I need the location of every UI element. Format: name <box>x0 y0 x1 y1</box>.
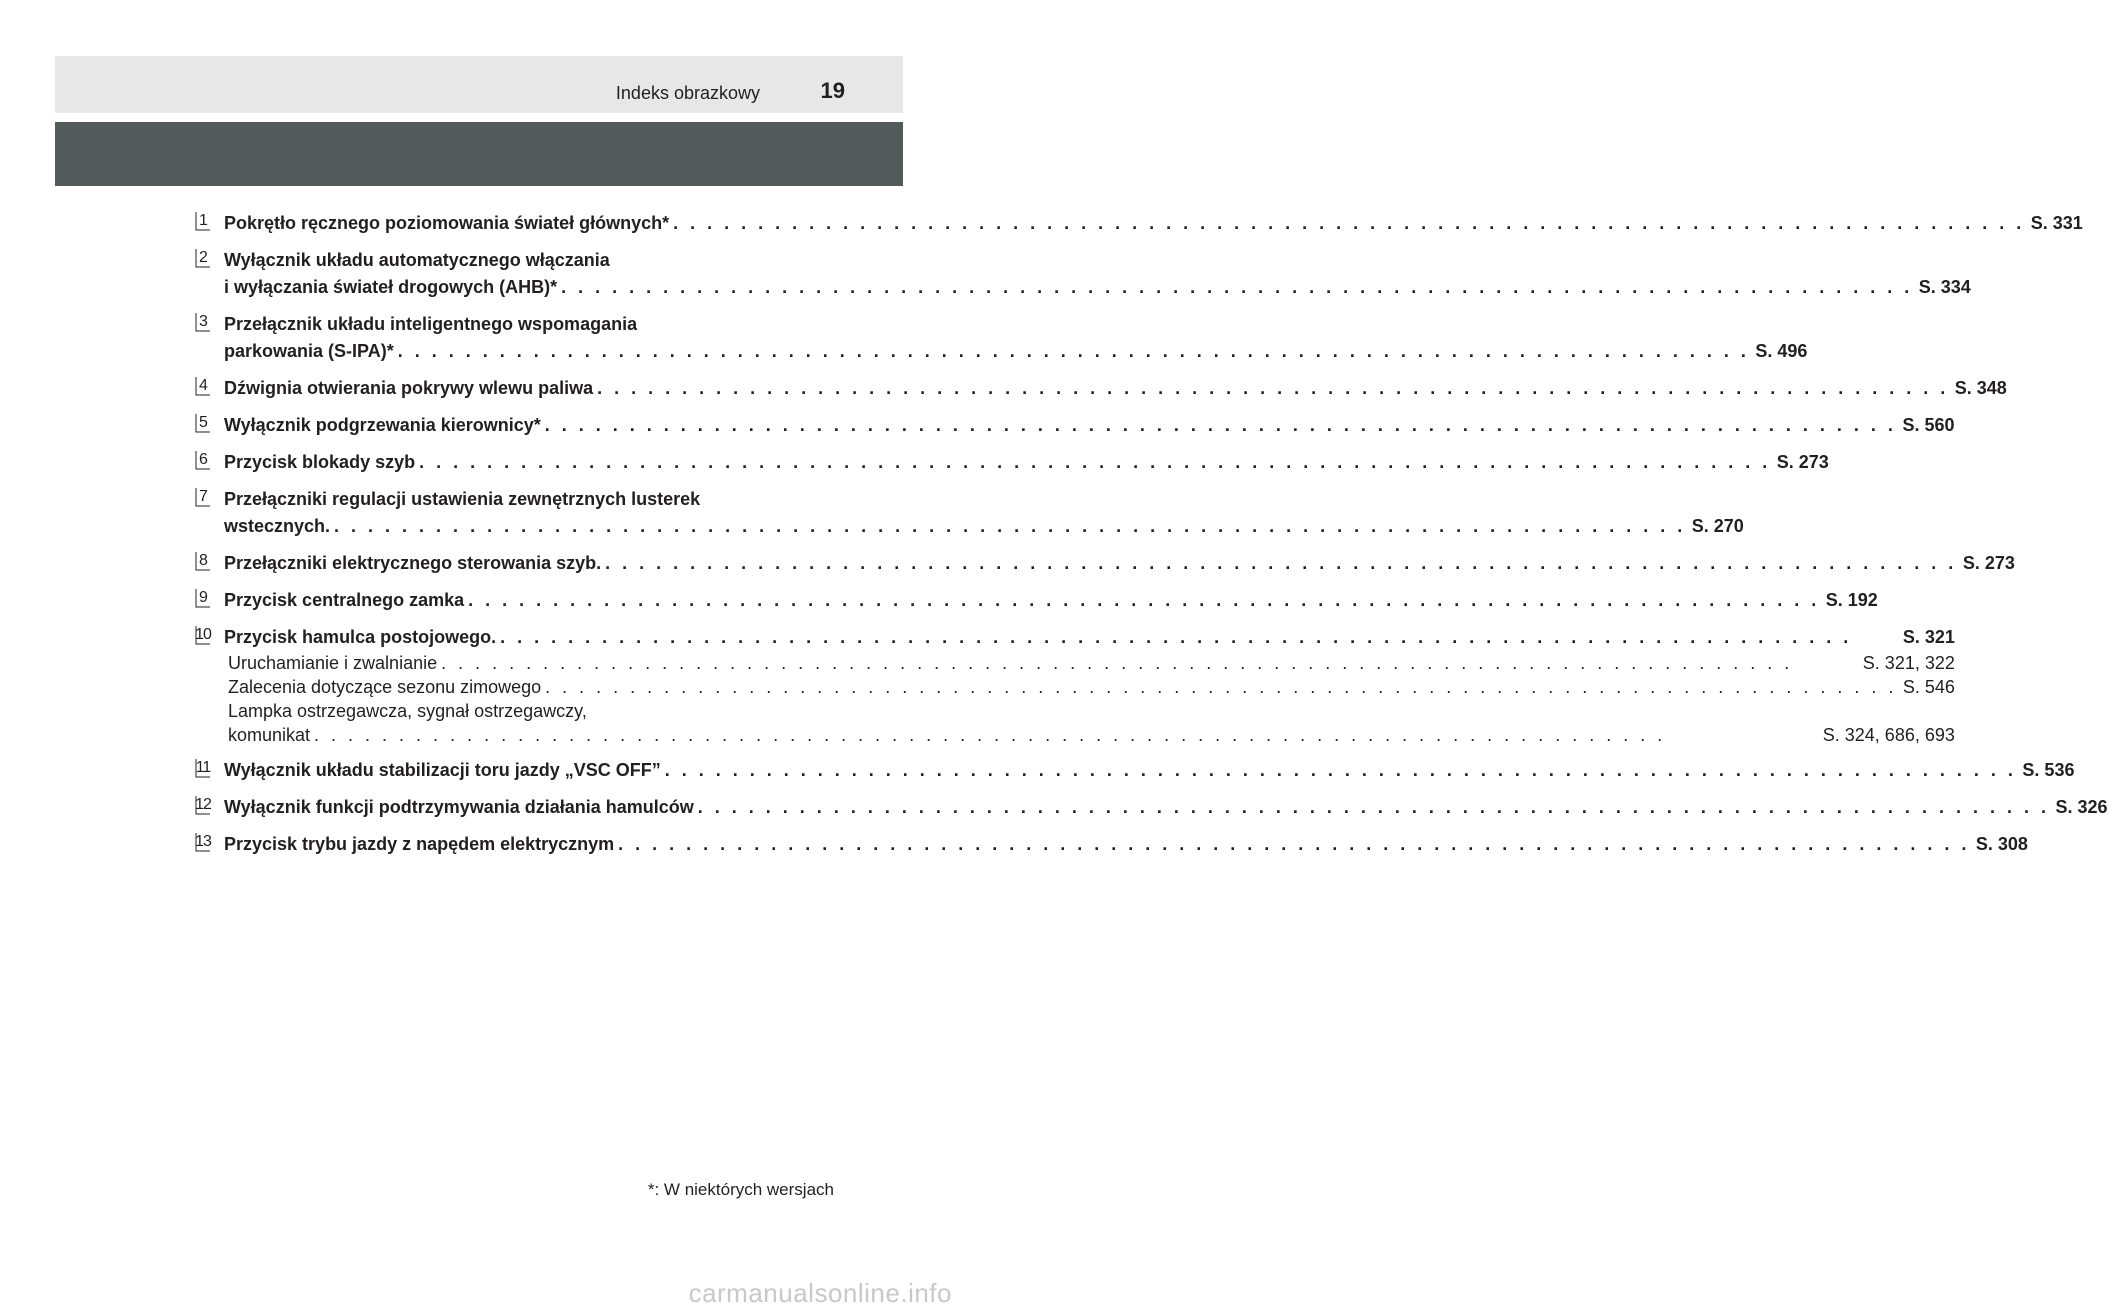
entry-number: 3 <box>199 313 207 330</box>
dot-leader <box>419 449 1771 476</box>
entry-number: 10 <box>195 626 211 643</box>
dot-leader <box>468 587 1820 614</box>
dot-leader <box>665 757 2017 784</box>
subentry-title: komunikat <box>228 725 311 745</box>
footnote: *: W niektórych wersjach <box>647 1180 834 1199</box>
entry-number: 5 <box>199 414 207 431</box>
subentry-page-reference: S. 546 <box>1902 677 1955 697</box>
page-reference: S. 192 <box>1825 590 1878 610</box>
index-entry <box>195 247 1971 301</box>
index-list <box>195 210 2108 868</box>
dot-leader <box>698 794 2050 821</box>
dot-leader <box>561 274 1913 301</box>
entry-title: wstecznych. <box>224 516 331 536</box>
entry-title: Przycisk centralnego zamka <box>224 590 465 610</box>
entry-number-marker <box>195 758 211 778</box>
page-reference: S. 321 <box>1902 627 1955 647</box>
dot-leader <box>605 550 1957 577</box>
page-reference: S. 273 <box>1776 452 1829 472</box>
page-reference: S. 308 <box>1975 834 2028 854</box>
entry-title: Przycisk trybu jazdy z napędem elektrycznym <box>224 834 615 854</box>
entry-title: Przełącznik układu inteligentnego wspomagania <box>224 314 638 334</box>
dot-leader <box>314 723 1817 747</box>
page-reference: S. 270 <box>1691 516 1744 536</box>
dot-leader <box>597 375 1949 402</box>
entry-number-marker <box>195 551 211 571</box>
index-entry <box>195 550 2015 577</box>
entry-number-marker <box>195 487 211 507</box>
header-banner <box>55 122 903 186</box>
entry-title: Wyłącznik podgrzewania kierownicy* <box>224 415 541 435</box>
dot-leader <box>673 210 2025 237</box>
index-entry <box>195 831 2028 858</box>
entry-number-marker <box>195 832 211 852</box>
entry-number: 11 <box>195 759 211 776</box>
entry-number-marker <box>195 588 211 608</box>
page-reference: S. 560 <box>1902 415 1955 435</box>
entry-number-marker <box>195 376 211 396</box>
page-header <box>55 56 903 113</box>
dot-leader <box>618 831 1970 858</box>
page-reference: S. 331 <box>2030 213 2083 233</box>
page-reference: S. 326 <box>2055 797 2108 817</box>
entry-title: Wyłącznik układu stabilizacji toru jazdy „VSC OFF” <box>224 760 661 780</box>
entry-number-marker <box>195 413 211 433</box>
index-entry <box>195 757 2075 784</box>
index-entry <box>195 449 1829 476</box>
entry-number: 6 <box>199 451 207 468</box>
entry-title: Przełączniki elektrycznego sterowania szyb. <box>224 553 602 573</box>
dot-leader <box>441 651 1857 675</box>
entry-title: parkowania (S-IPA)* <box>224 341 394 361</box>
entry-title: Dźwignia otwierania pokrywy wlewu paliwa <box>224 378 594 398</box>
dot-leader <box>398 338 1750 365</box>
subentry-title: Uruchamianie i zwalnianie <box>228 653 438 673</box>
page-reference: S. 348 <box>1954 378 2007 398</box>
subentry-title: Lampka ostrzegawcza, sygnał ostrzegawczy, <box>228 701 587 721</box>
entry-number: 7 <box>199 488 207 505</box>
entry-number-marker <box>195 312 211 332</box>
entry-number-marker <box>195 625 211 645</box>
entry-number-marker <box>195 211 211 231</box>
page-reference: S. 273 <box>1962 553 2015 573</box>
page-number: 19 <box>820 78 845 103</box>
index-entry <box>195 412 1955 439</box>
page-reference: S. 536 <box>2022 760 2075 780</box>
entry-number: 4 <box>199 377 207 394</box>
dot-leader <box>545 675 1897 699</box>
entry-title: Pokrętło ręcznego poziomowania świateł głównych* <box>224 213 670 233</box>
index-entry <box>195 375 2007 402</box>
entry-title: Wyłącznik układu automatycznego włączania <box>224 250 610 270</box>
entry-title: Przycisk blokady szyb <box>224 452 416 472</box>
entry-number-marker <box>195 450 211 470</box>
entry-title: Przełączniki regulacji ustawienia zewnętrznych lusterek <box>224 489 701 509</box>
entry-title: Wyłącznik funkcji podtrzymywania działania hamulców <box>224 797 694 817</box>
index-entry <box>195 486 1744 540</box>
subentry-page-reference: S. 324, 686, 693 <box>1822 725 1955 745</box>
dot-leader <box>500 624 1897 651</box>
entry-number: 2 <box>199 249 207 266</box>
dot-leader <box>334 513 1686 540</box>
index-entry <box>195 624 1955 747</box>
entry-number-marker <box>195 248 211 268</box>
dot-leader <box>545 412 1897 439</box>
subentry-title: Zalecenia dotyczące sezonu zimowego <box>228 677 542 697</box>
entry-number-marker <box>195 795 211 815</box>
entry-title: Przycisk hamulca postojowego. <box>224 627 497 647</box>
watermark: carmanualsonline.info <box>688 1278 952 1308</box>
index-entry <box>195 210 2083 237</box>
section-title: Indeks obrazkowy <box>615 83 760 103</box>
index-entry <box>195 794 2108 821</box>
entry-number: 8 <box>199 552 207 569</box>
entry-number: 1 <box>199 212 207 229</box>
entry-number: 9 <box>199 589 207 606</box>
entry-number: 12 <box>195 796 211 813</box>
index-entry <box>195 311 1808 365</box>
page-reference: S. 496 <box>1755 341 1808 361</box>
page-reference: S. 334 <box>1918 277 1971 297</box>
entry-title: i wyłączania świateł drogowych (AHB)* <box>224 277 558 297</box>
entry-number: 13 <box>195 833 211 850</box>
index-entry <box>195 587 1878 614</box>
subentry-page-reference: S. 321, 322 <box>1862 653 1955 673</box>
